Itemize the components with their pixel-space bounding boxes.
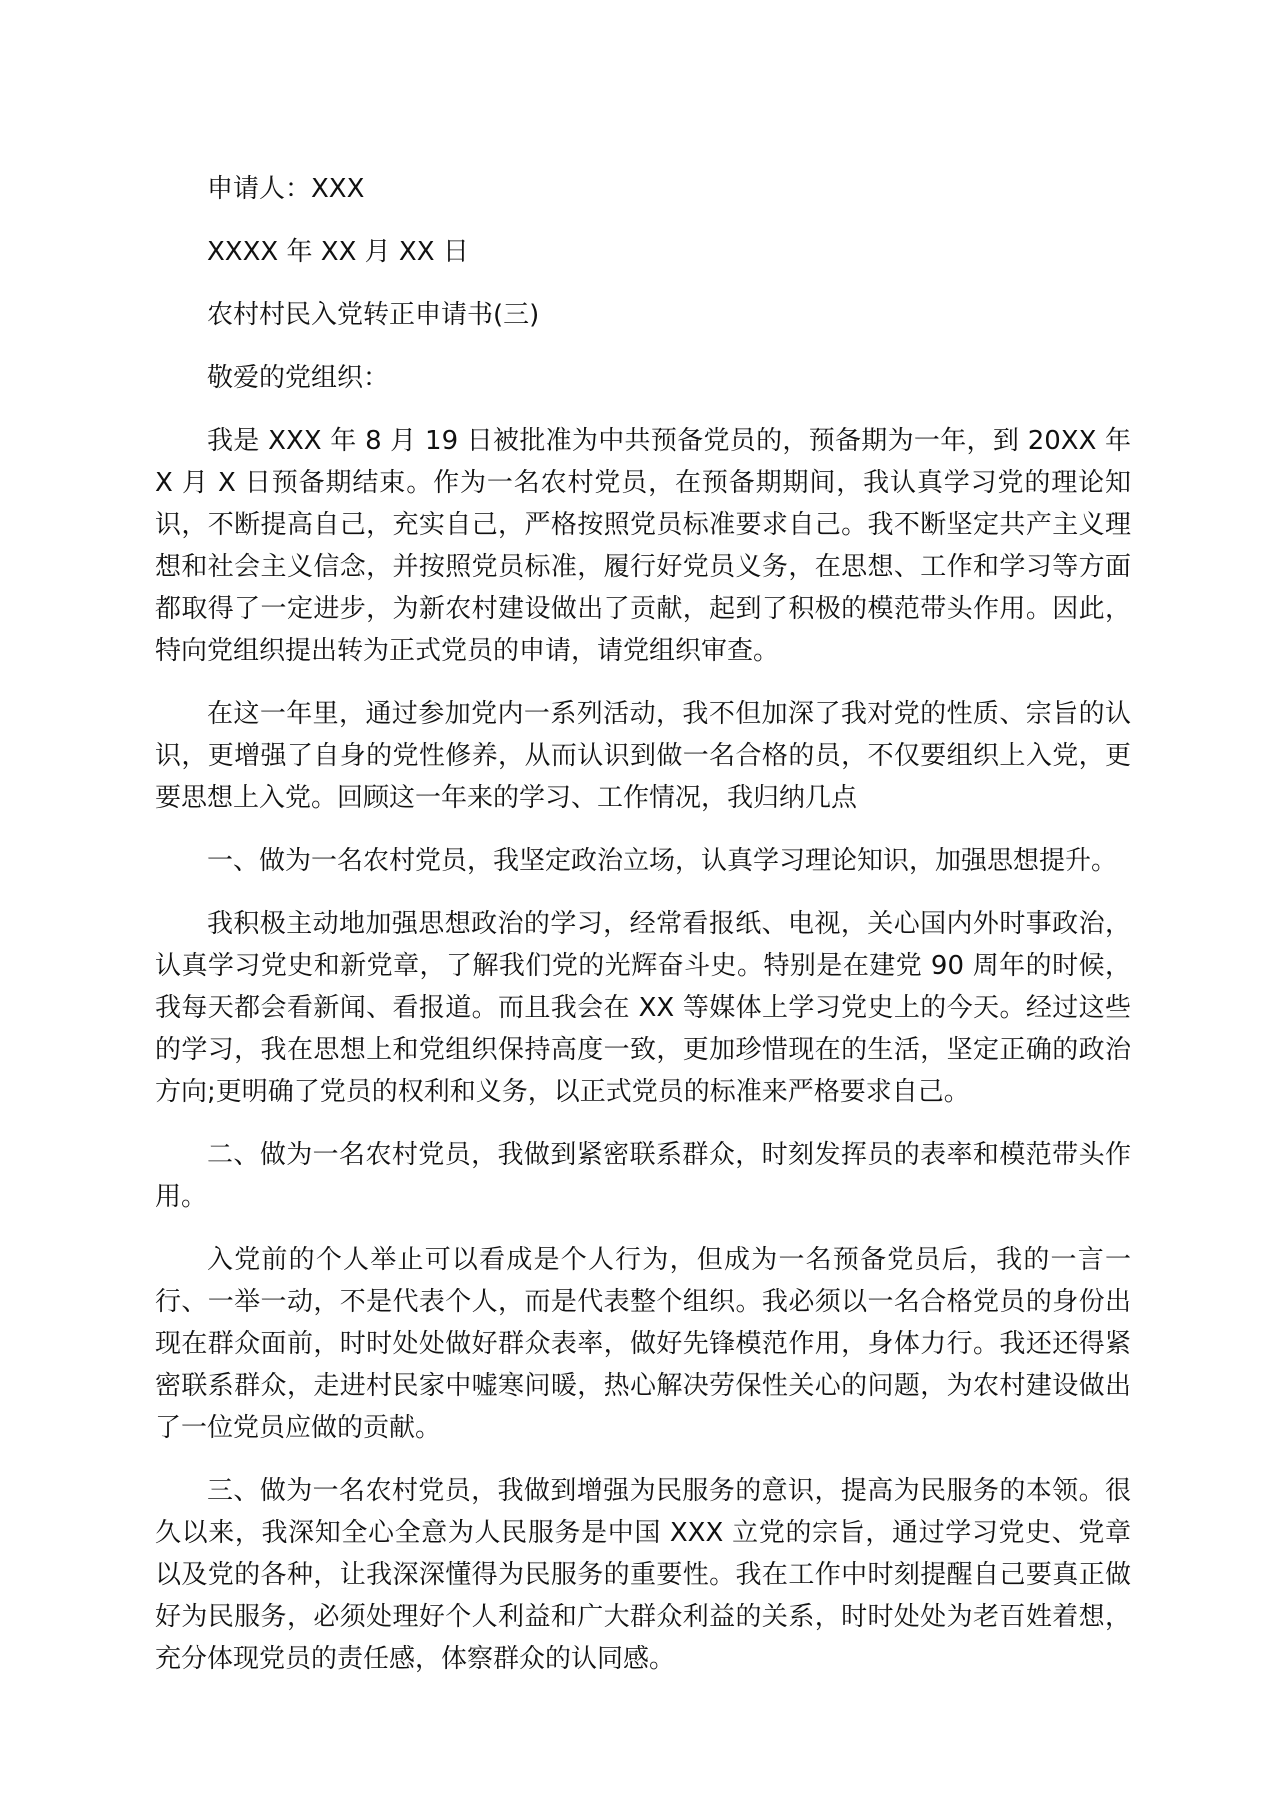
applicant-line: 申请人：XXX [207, 174, 365, 204]
section-heading-2: 二、做为一名农村党员，我做到紧密联系群众，时刻发挥员的表率和模范带头作用。 [155, 1140, 1131, 1212]
date-line: XXXX 年 XX 月 XX 日 [207, 237, 469, 267]
document-body [155, 168, 1131, 1680]
document-title: 农村村民入党转正申请书(三) [207, 300, 540, 330]
section-heading-1: 一、做为一名农村党员，我坚定政治立场，认真学习理论知识，加强思想提升。 [207, 846, 1118, 876]
paragraph-1: 我是 XXX 年 8 月 19 日被批准为中共预备党员的，预备期为一年，到 20XX 年 X 月 X 日预备期结束。作为一名农村党员，在预备期期间，我认真学习党的理论知识，不断提高自己，充实自己，严格按照党员标准要求自己。我不断坚定共产主义理想和社会主义信念，并按照党员标准，履行好党员义务，在思想、工作和学习等方面都取得了一定进步，为新农村建设做出了贡献，起到了积极的模范带头作用。因此，特向党组织提出转为正式党员的申请，请党组织审查。 [155, 426, 1131, 666]
paragraph-3: 我积极主动地加强思想政治的学习，经常看报纸、电视，关心国内外时事政治，认真学习党史和新党章，了解我们党的光辉奋斗史。特别是在建党 90 周年的时候，我每天都会看新闻、看报道。而且我会在 XX 等媒体上学习党史上的今天。经过这些的学习，我在思想上和党组织保持高度一致，更加珍惜现在的生活，坚定正确的政治方向;更明确了党员的权利和义务，以正式党员的标准来严格要求自己。 [155, 909, 1131, 1107]
paragraph-4: 入党前的个人举止可以看成是个人行为，但成为一名预备党员后，我的一言一行、一举一动，不是代表个人，而是代表整个组织。我必须以一名合格党员的身份出现在群众面前，时时处处做好群众表率，做好先锋模范作用，身体力行。我还还得紧密联系群众，走进村民家中嘘寒问暖，热心解决劳保性关心的问题，为农村建设做出了一位党员应做的贡献。 [155, 1245, 1131, 1443]
salutation: 敬爱的党组织： [207, 363, 390, 393]
section-paragraph-3: 三、做为一名农村党员，我做到增强为民服务的意识，提高为民服务的本领。很久以来，我深知全心全意为人民服务是中国 XXX 立党的宗旨，通过学习党史、党章以及党的各种，让我深深懂得为民服务的重要性。我在工作中时刻提醒自己要真正做好为民服务，必须处理好个人利益和广大群众利益的关系，时时处处为老百姓着想，充分体现党员的责任感，体察群众的认同感。 [155, 1476, 1131, 1674]
paragraph-2: 在这一年里，通过参加党内一系列活动，我不但加深了我对党的性质、宗旨的认识，更增强了自身的党性修养，从而认识到做一名合格的员，不仅要组织上入党，更要思想上入党。回顾这一年来的学习、工作情况，我归纳几点 [155, 699, 1131, 813]
